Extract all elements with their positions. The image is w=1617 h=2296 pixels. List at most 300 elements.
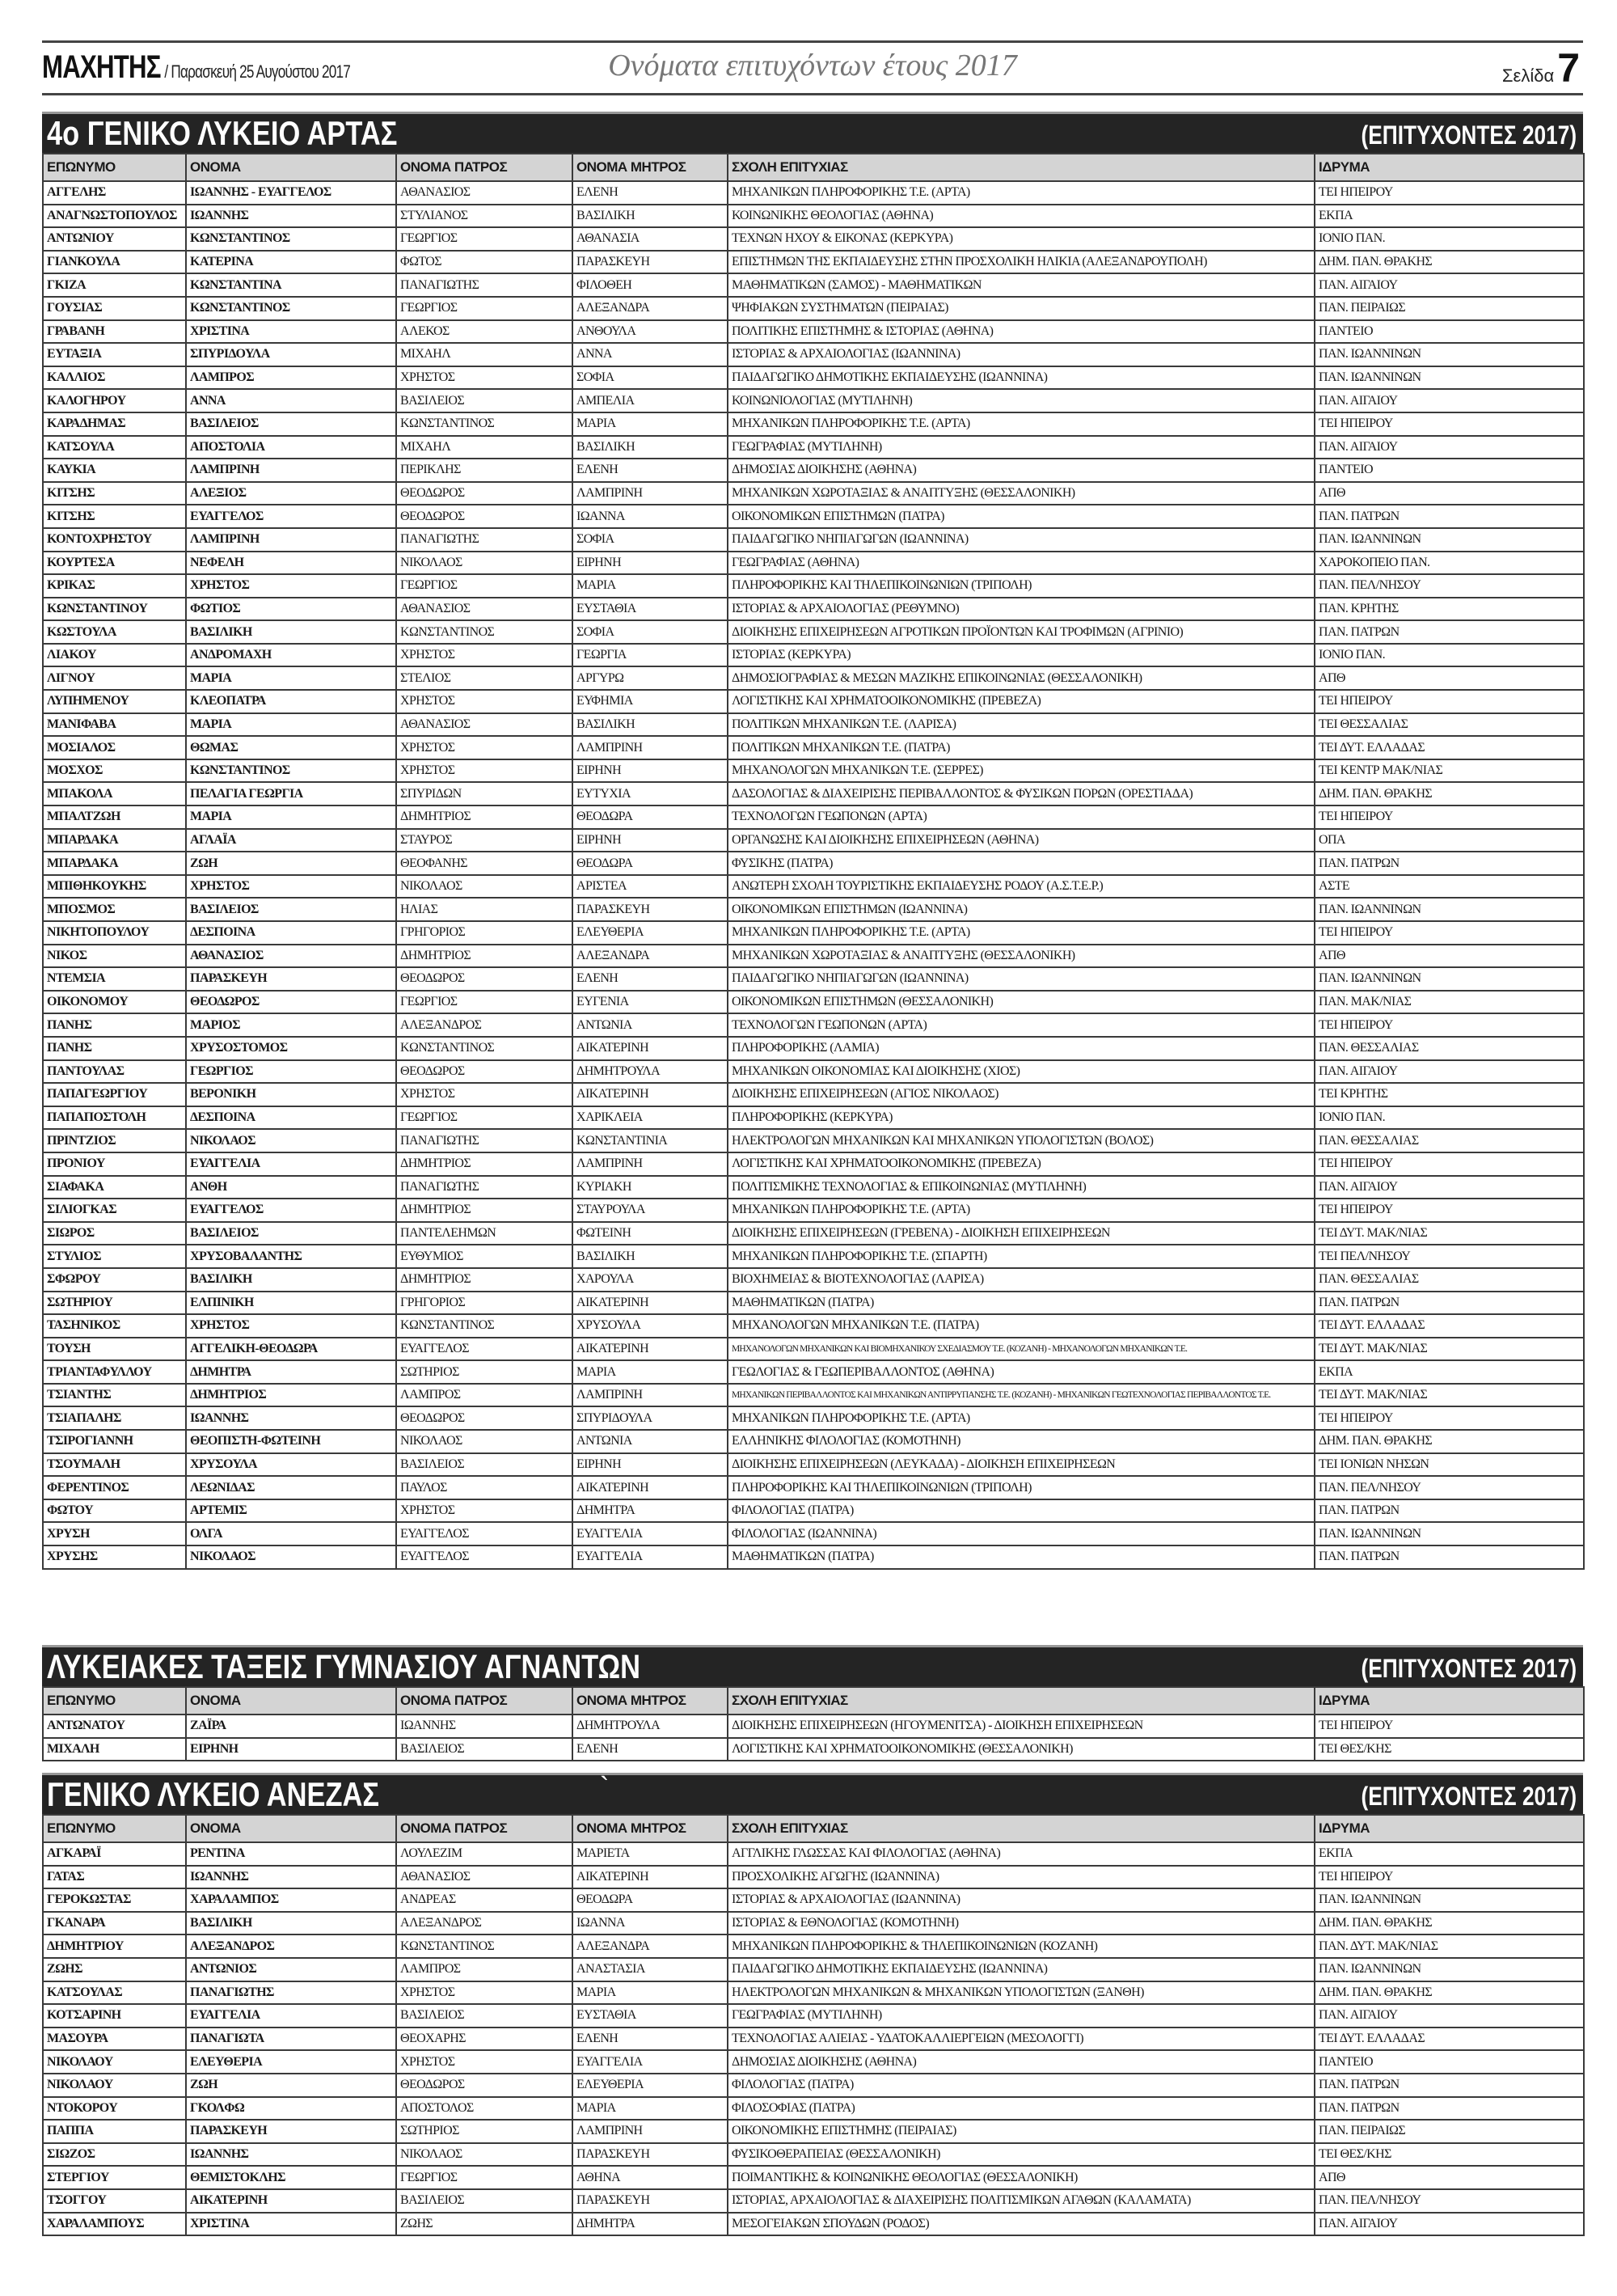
school-cell: ΔΙΟΙΚΗΣΗΣ ΕΠΙΧΕΙΡΗΣΕΩΝ (ΛΕΥΚΑΔΑ) - ΔΙΟΙΚΗΣΗ ΕΠΙΧΕΙΡΗΣΕΩΝ bbox=[728, 1453, 1315, 1477]
first-name-cell: ΔΕΣΠΟΙΝΑ bbox=[186, 921, 396, 945]
school-cell: ΜΗΧΑΝΙΚΩΝ ΠΛΗΡΟΦΟΡΙΚΗΣ Τ.Ε. (ΑΡΤΑ) bbox=[728, 412, 1315, 436]
table-row bbox=[43, 1406, 1584, 1430]
first-name-cell: ΛΑΜΠΡΙΝΗ bbox=[186, 459, 396, 482]
first-name-cell: ΑΛΕΞΑΝΔΡΟΣ bbox=[186, 1934, 396, 1958]
table-row bbox=[43, 1245, 1584, 1268]
institution-cell: ΤΕΙ ΘΕΣΣΑΛΙΑΣ bbox=[1315, 713, 1584, 737]
father-name-cell: ΒΑΣΙΛΕΙΟΣ bbox=[396, 2004, 572, 2027]
first-name-cell: ΑΛΕΞΙΟΣ bbox=[186, 482, 396, 505]
institution-cell: ΤΕΙ ΗΠΕΙΡΟΥ bbox=[1315, 1406, 1584, 1430]
table-row bbox=[43, 2004, 1584, 2027]
table-row bbox=[43, 1129, 1584, 1152]
institution-cell: ΠΑΝ. ΘΕΣΣΑΛΙΑΣ bbox=[1315, 1268, 1584, 1292]
table-row bbox=[43, 875, 1584, 899]
institution-cell: ΠΑΝ. ΑΙΓΑΙΟΥ bbox=[1315, 1060, 1584, 1084]
surname-cell: ΜΟΣΙΑΛΟΣ bbox=[43, 736, 186, 759]
father-name-cell: ΚΩΝΣΤΑΝΤΙΝΟΣ bbox=[396, 1934, 572, 1958]
mother-name-cell: ΔΗΜΗΤΡΑ bbox=[572, 2213, 728, 2236]
father-name-cell: ΗΛΙΑΣ bbox=[396, 898, 572, 921]
first-name-cell: ΧΡΥΣΟΒΑΛΑΝΤΗΣ bbox=[186, 1245, 396, 1268]
surname-cell: ΜΠΙΘΗΚΟΥΚΗΣ bbox=[43, 875, 186, 899]
school-cell: ΑΓΓΛΙΚΗΣ ΓΛΩΣΣΑΣ ΚΑΙ ΦΙΛΟΛΟΓΙΑΣ (ΑΘΗΝΑ) bbox=[728, 1842, 1315, 1866]
table-row bbox=[43, 1152, 1584, 1176]
table-row bbox=[43, 1912, 1584, 1935]
mother-name-cell: ΕΥΣΤΑΘΙΑ bbox=[572, 598, 728, 621]
father-name-cell: ΘΕΟΧΑΡΗΣ bbox=[396, 2027, 572, 2051]
father-name-cell: ΣΩΤΗΡΙΟΣ bbox=[396, 2120, 572, 2143]
table-row bbox=[43, 1060, 1584, 1084]
school-cell: ΜΗΧΑΝΙΚΩΝ ΠΕΡΙΒΑΛΛΟΝΤΟΣ ΚΑΙ ΜΗΧΑΝΙΚΩΝ ΑΝΤΙΡΡΥΠΑΝΣΗΣ Τ.Ε. (ΚΟΖΑΝΗ) - ΜΗΧΑΝΙΚΩΝ ΓΕΩΤΕΧΝΟΛΟΓΙΑΣ ΠΕΡΙΒΑΛΛΟΝΤΟΣ Τ.Ε. bbox=[728, 1384, 1315, 1407]
institution-cell: ΕΚΠΑ bbox=[1315, 1360, 1584, 1384]
mother-name-cell: ΚΩΝΣΤΑΝΤΙΝΙΑ bbox=[572, 1129, 728, 1152]
table-row bbox=[43, 1268, 1584, 1292]
table-row bbox=[43, 1292, 1584, 1315]
mother-name-cell: ΑΙΚΑΤΕΡΙΝΗ bbox=[572, 1083, 728, 1106]
first-name-cell: ΧΡΗΣΤΟΣ bbox=[186, 1314, 396, 1338]
first-name-cell: ΒΑΣΙΛΕΙΟΣ bbox=[186, 898, 396, 921]
father-name-cell: ΚΩΝΣΤΑΝΤΙΝΟΣ bbox=[396, 1314, 572, 1338]
mother-name-cell: ΕΛΕΥΘΕΡΙΑ bbox=[572, 921, 728, 945]
table-row bbox=[43, 690, 1584, 713]
surname-cell: ΛΥΠΗΜΕΝΟΥ bbox=[43, 690, 186, 713]
institution-cell: ΠΑΝ. ΑΙΓΑΙΟΥ bbox=[1315, 389, 1584, 412]
surname-cell: ΔΗΜΗΤΡΙΟΥ bbox=[43, 1934, 186, 1958]
father-name-cell: ΑΛΕΞΑΝΔΡΟΣ bbox=[396, 1912, 572, 1935]
school-cell: ΗΛΕΚΤΡΟΛΟΓΩΝ ΜΗΧΑΝΙΚΩΝ & ΜΗΧΑΝΙΚΩΝ ΥΠΟΛΟΓΙΣΤΩΝ (ΞΑΝΘΗ) bbox=[728, 1981, 1315, 2005]
father-name-cell: ΝΙΚΟΛΑΟΣ bbox=[396, 1430, 572, 1453]
institution-cell: ΤΕΙ ΗΠΕΙΡΟΥ bbox=[1315, 1866, 1584, 1889]
institution-cell: ΤΕΙ ΗΠΕΙΡΟΥ bbox=[1315, 412, 1584, 436]
header-surname: ΕΠΩΝΥΜΟ bbox=[43, 1687, 186, 1715]
first-name-cell: ΙΩΑΝΝΗΣ bbox=[186, 205, 396, 228]
issue-date: / Παρασκευή 25 Αυγούστου 2017 bbox=[164, 61, 351, 82]
school-cell: ΔΗΜΟΣΙΟΓΡΑΦΙΑΣ & ΜΕΣΩΝ ΜΑΖΙΚΗΣ ΕΠΙΚΟΙΝΩΝΙΑΣ (ΘΕΣΣΑΛΟΝΙΚΗ) bbox=[728, 666, 1315, 690]
surname-cell: ΣΩΤΗΡΙΟΥ bbox=[43, 1292, 186, 1315]
institution-cell: ΤΕΙ ΔΥΤ. ΕΛΛΑΔΑΣ bbox=[1315, 2027, 1584, 2051]
surname-cell: ΤΣΟΓΓΟΥ bbox=[43, 2189, 186, 2213]
father-name-cell: ΑΘΑΝΑΣΙΟΣ bbox=[396, 713, 572, 737]
mother-name-cell: ΑΝΑΣΤΑΣΙΑ bbox=[572, 1958, 728, 1981]
institution-cell: ΠΑΝ. ΙΩΑΝΝΙΝΩΝ bbox=[1315, 366, 1584, 390]
mother-name-cell: ΔΗΜΗΤΡΑ bbox=[572, 1499, 728, 1523]
father-name-cell: ΧΡΗΣΤΟΣ bbox=[396, 1083, 572, 1106]
surname-cell: ΓΡΑΒΑΝΗ bbox=[43, 320, 186, 344]
section-tag: (ΕΠΙΤΥΧΟΝΤΕΣ 2017) bbox=[1361, 1782, 1577, 1811]
table-header-row bbox=[43, 154, 1584, 181]
mother-name-cell: ΒΑΣΙΛΙΚΗ bbox=[572, 205, 728, 228]
surname-cell: ΧΑΡΑΛΑΜΠΟΥΣ bbox=[43, 2213, 186, 2236]
father-name-cell: ΑΘΑΝΑΣΙΟΣ bbox=[396, 598, 572, 621]
mother-name-cell: ΕΙΡΗΝΗ bbox=[572, 759, 728, 783]
school-cell: ΜΗΧΑΝΙΚΩΝ ΟΙΚΟΝΟΜΙΑΣ ΚΑΙ ΔΙΟΙΚΗΣΗΣ (ΧΙΟΣ) bbox=[728, 1060, 1315, 1084]
school-name: 4ο ΓΕΝΙΚΟ ΛΥΚΕΙΟ ΑΡΤΑΣ bbox=[47, 114, 398, 152]
school-cell: ΠΛΗΡΟΦΟΡΙΚΗΣ (ΛΑΜΙΑ) bbox=[728, 1037, 1315, 1060]
mother-name-cell: ΣΤΑΥΡΟΥΛΑ bbox=[572, 1199, 728, 1222]
school-section-anezas bbox=[42, 1773, 1583, 2236]
table-row bbox=[43, 1866, 1584, 1889]
mother-name-cell: ΔΗΜΗΤΡΟΥΛΑ bbox=[572, 1060, 728, 1084]
mother-name-cell: ΛΑΜΠΡΙΝΗ bbox=[572, 2120, 728, 2143]
mother-name-cell: ΜΑΡΙΑ bbox=[572, 1360, 728, 1384]
table-row bbox=[43, 2120, 1584, 2143]
table-row bbox=[43, 482, 1584, 505]
mother-name-cell: ΕΙΡΗΝΗ bbox=[572, 1453, 728, 1477]
school-cell: ΓΕΩΓΡΑΦΙΑΣ (ΜΥΤΙΛΗΝΗ) bbox=[728, 2004, 1315, 2027]
school-cell: ΜΗΧΑΝΟΛΟΓΩΝ ΜΗΧΑΝΙΚΩΝ Τ.Ε. (ΠΑΤΡΑ) bbox=[728, 1314, 1315, 1338]
school-cell: ΜΗΧΑΝΙΚΩΝ ΧΩΡΟΤΑΞΙΑΣ & ΑΝΑΠΤΥΞΗΣ (ΘΕΣΣΑΛΟΝΙΚΗ) bbox=[728, 945, 1315, 968]
surname-cell: ΤΡΙΑΝΤΑΦΥΛΛΟΥ bbox=[43, 1360, 186, 1384]
father-name-cell: ΙΩΑΝΝΗΣ bbox=[396, 1715, 572, 1738]
institution-cell: ΤΕΙ ΗΠΕΙΡΟΥ bbox=[1315, 1199, 1584, 1222]
header-father-name: ΟΝΟΜΑ ΠΑΤΡΟΣ bbox=[396, 1815, 572, 1842]
table-row bbox=[43, 806, 1584, 829]
mother-name-cell: ΑΙΚΑΤΕΡΙΝΗ bbox=[572, 1292, 728, 1315]
mother-name-cell: ΠΑΡΑΣΚΕΥΗ bbox=[572, 2143, 728, 2167]
school-cell: ΙΣΤΟΡΙΑΣ & ΑΡΧΑΙΟΛΟΓΙΑΣ (ΙΩΑΝΝΙΝΑ) bbox=[728, 1888, 1315, 1912]
school-cell: ΜΗΧΑΝΟΛΟΓΩΝ ΜΗΧΑΝΙΚΩΝ ΚΑΙ ΒΙΟΜΗΧΑΝΙΚΟΥ ΣΧΕΔΙΑΣΜΟΥ Τ.Ε. (ΚΟΖΑΝΗ) - ΜΗΧΑΝΟΛΟΓΩΝ ΜΗΧΑΝΙΚΩΝ Τ.Ε. bbox=[728, 1338, 1315, 1361]
first-name-cell: ΓΕΩΡΓΙΟΣ bbox=[186, 1060, 396, 1084]
institution-cell: ΠΑΝ. ΠΑΤΡΩΝ bbox=[1315, 852, 1584, 875]
school-cell: ΗΛΕΚΤΡΟΛΟΓΩΝ ΜΗΧΑΝΙΚΩΝ ΚΑΙ ΜΗΧΑΝΙΚΩΝ ΥΠΟΛΟΓΙΣΤΩΝ (ΒΟΛΟΣ) bbox=[728, 1129, 1315, 1152]
institution-cell: ΠΑΝ. ΠΕΙΡΑΙΩΣ bbox=[1315, 297, 1584, 320]
surname-cell: ΚΑΥΚΙΑ bbox=[43, 459, 186, 482]
table-row bbox=[43, 436, 1584, 459]
page-number-value: 7 bbox=[1557, 45, 1580, 91]
institution-cell: ΤΕΙ ΗΠΕΙΡΟΥ bbox=[1315, 1152, 1584, 1176]
surname-cell: ΝΤΕΜΣΙΑ bbox=[43, 967, 186, 991]
first-name-cell: ΑΙΚΑΤΕΡΙΝΗ bbox=[186, 2189, 396, 2213]
surname-cell: ΚΑΛΟΓΗΡΟΥ bbox=[43, 389, 186, 412]
father-name-cell: ΕΥΑΓΓΕΛΟΣ bbox=[396, 1338, 572, 1361]
mother-name-cell: ΛΑΜΠΡΙΝΗ bbox=[572, 736, 728, 759]
surname-cell: ΚΩΝΣΤΑΝΤΙΝΟΥ bbox=[43, 598, 186, 621]
results-table bbox=[42, 153, 1585, 1570]
mother-name-cell: ΕΥΤΥΧΙΑ bbox=[572, 782, 728, 806]
first-name-cell: ΖΑΪΡΑ bbox=[186, 1715, 396, 1738]
table-row bbox=[43, 2213, 1584, 2236]
school-cell: ΙΣΤΟΡΙΑΣ & ΑΡΧΑΙΟΛΟΓΙΑΣ (ΙΩΑΝΝΙΝΑ) bbox=[728, 343, 1315, 366]
table-row bbox=[43, 389, 1584, 412]
school-cell: ΠΟΛΙΤΙΚΩΝ ΜΗΧΑΝΙΚΩΝ Τ.Ε. (ΛΑΡΙΣΑ) bbox=[728, 713, 1315, 737]
mother-name-cell: ΣΠΥΡΙΔΟΥΛΑ bbox=[572, 1406, 728, 1430]
school-cell: ΤΕΧΝΟΛΟΓΩΝ ΓΕΩΠΟΝΩΝ (ΑΡΤΑ) bbox=[728, 806, 1315, 829]
table-row bbox=[43, 1981, 1584, 2005]
father-name-cell: ΔΗΜΗΤΡΙΟΣ bbox=[396, 1152, 572, 1176]
institution-cell: ΔΗΜ. ΠΑΝ. ΘΡΑΚΗΣ bbox=[1315, 782, 1584, 806]
surname-cell: ΜΠΑΡΔΑΚΑ bbox=[43, 852, 186, 875]
results-table bbox=[42, 1814, 1585, 2236]
institution-cell: ΠΑΝ. ΘΕΣΣΑΛΙΑΣ bbox=[1315, 1129, 1584, 1152]
school-cell: ΠΑΙΔΑΓΩΓΙΚΟ ΝΗΠΙΑΓΩΓΩΝ (ΙΩΑΝΝΙΝΑ) bbox=[728, 528, 1315, 552]
father-name-cell: ΠΑΝΑΓΙΩΤΗΣ bbox=[396, 273, 572, 297]
table-row bbox=[43, 412, 1584, 436]
first-name-cell: ΚΑΤΕΡΙΝΑ bbox=[186, 251, 396, 274]
first-name-cell: ΜΑΡΙΑ bbox=[186, 713, 396, 737]
page-title: Ονόματα επιτυχόντων έτους 2017 bbox=[608, 49, 1017, 82]
institution-cell: ΤΕΙ ΗΠΕΙΡΟΥ bbox=[1315, 690, 1584, 713]
mother-name-cell: ΑΛΕΞΑΝΔΡΑ bbox=[572, 1934, 728, 1958]
first-name-cell: ΚΩΝΣΤΑΝΤΙΝΟΣ bbox=[186, 227, 396, 251]
table-row bbox=[43, 1522, 1584, 1545]
surname-cell: ΤΣΙΑΝΤΗΣ bbox=[43, 1384, 186, 1407]
father-name-cell: ΘΕΟΔΩΡΟΣ bbox=[396, 1406, 572, 1430]
first-name-cell: ΑΝΔΡΟΜΑΧΗ bbox=[186, 644, 396, 667]
mother-name-cell: ΑΝΤΩΝΙΑ bbox=[572, 1013, 728, 1037]
mother-name-cell: ΕΥΑΓΓΕΛΙΑ bbox=[572, 1522, 728, 1545]
surname-cell: ΕΥΤΑΞΙΑ bbox=[43, 343, 186, 366]
first-name-cell: ΚΩΝΣΤΑΝΤΙΝΑ bbox=[186, 273, 396, 297]
father-name-cell: ΠΑΥΛΟΣ bbox=[396, 1476, 572, 1499]
school-cell: ΠΑΙΔΑΓΩΓΙΚΟ ΔΗΜΟΤΙΚΗΣ ΕΚΠΑΙΔΕΥΣΗΣ (ΙΩΑΝΝΙΝΑ) bbox=[728, 366, 1315, 390]
mother-name-cell: ΑΡΙΣΤΕΑ bbox=[572, 875, 728, 899]
first-name-cell: ΒΑΣΙΛΕΙΟΣ bbox=[186, 412, 396, 436]
mother-name-cell: ΧΑΡΟΥΛΑ bbox=[572, 1268, 728, 1292]
school-cell: ΜΗΧΑΝΙΚΩΝ ΠΛΗΡΟΦΟΡΙΚΗΣ Τ.Ε. (ΑΡΤΑ) bbox=[728, 181, 1315, 205]
section-banner bbox=[42, 1773, 1583, 1814]
father-name-cell: ΑΠΟΣΤΟΛΟΣ bbox=[396, 2097, 572, 2121]
institution-cell: ΠΑΝ. ΠΑΤΡΩΝ bbox=[1315, 2097, 1584, 2121]
institution-cell: ΠΑΝ. ΙΩΑΝΝΙΝΩΝ bbox=[1315, 1522, 1584, 1545]
mother-name-cell: ΒΑΣΙΛΙΚΗ bbox=[572, 436, 728, 459]
institution-cell: ΤΕΙ ΠΕΛ/ΝΗΣΟΥ bbox=[1315, 1245, 1584, 1268]
table-header-row bbox=[43, 1687, 1584, 1715]
first-name-cell: ΠΑΝΑΓΙΩΤΗΣ bbox=[186, 1981, 396, 2005]
institution-cell: ΤΕΙ ΗΠΕΙΡΟΥ bbox=[1315, 181, 1584, 205]
mother-name-cell: ΛΑΜΠΡΙΝΗ bbox=[572, 482, 728, 505]
table-row bbox=[43, 2074, 1584, 2097]
father-name-cell: ΑΘΑΝΑΣΙΟΣ bbox=[396, 1866, 572, 1889]
table-row bbox=[43, 598, 1584, 621]
table-row bbox=[43, 2143, 1584, 2167]
mother-name-cell: ΑΙΚΑΤΕΡΙΝΗ bbox=[572, 1476, 728, 1499]
surname-cell: ΛΙΓΝΟΥ bbox=[43, 666, 186, 690]
institution-cell: ΠΑΝ. ΠΕΛ/ΝΗΣΟΥ bbox=[1315, 2189, 1584, 2213]
school-cell: ΠΟΛΙΤΙΚΗΣ ΕΠΙΣΤΗΜΗΣ & ΙΣΤΟΡΙΑΣ (ΑΘΗΝΑ) bbox=[728, 320, 1315, 344]
surname-cell: ΤΑΣΗΝΙΚΟΣ bbox=[43, 1314, 186, 1338]
father-name-cell: ΣΤΕΛΙΟΣ bbox=[396, 666, 572, 690]
institution-cell: ΔΗΜ. ΠΑΝ. ΘΡΑΚΗΣ bbox=[1315, 1430, 1584, 1453]
table-row bbox=[43, 1037, 1584, 1060]
school-cell: ΦΙΛΟΛΟΓΙΑΣ (ΠΑΤΡΑ) bbox=[728, 2074, 1315, 2097]
father-name-cell: ΚΩΝΣΤΑΝΤΙΝΟΣ bbox=[396, 412, 572, 436]
father-name-cell: ΘΕΟΔΩΡΟΣ bbox=[396, 505, 572, 528]
first-name-cell: ΒΑΣΙΛΕΙΟΣ bbox=[186, 1222, 396, 1245]
first-name-cell: ΑΠΟΣΤΟΛΙΑ bbox=[186, 436, 396, 459]
father-name-cell: ΧΡΗΣΤΟΣ bbox=[396, 366, 572, 390]
table-row bbox=[43, 2166, 1584, 2189]
school-cell: ΛΟΓΙΣΤΙΚΗΣ ΚΑΙ ΧΡΗΜΑΤΟΟΙΚΟΝΟΜΙΚΗΣ (ΠΡΕΒΕΖΑ) bbox=[728, 690, 1315, 713]
mother-name-cell: ΑΘΑΝΑΣΙΑ bbox=[572, 227, 728, 251]
school-cell: ΟΙΚΟΝΟΜΙΚΗΣ ΕΠΙΣΤΗΜΗΣ (ΠΕΙΡΑΙΑΣ) bbox=[728, 2120, 1315, 2143]
first-name-cell: ΚΩΝΣΤΑΝΤΙΝΟΣ bbox=[186, 297, 396, 320]
institution-cell: ΤΕΙ ΗΠΕΙΡΟΥ bbox=[1315, 1013, 1584, 1037]
school-cell: ΜΗΧΑΝΙΚΩΝ ΠΛΗΡΟΦΟΡΙΚΗΣ & ΤΗΛΕΠΙΚΟΙΝΩΝΙΩΝ (ΚΟΖΑΝΗ) bbox=[728, 1934, 1315, 1958]
mother-name-cell: ΛΑΜΠΡΙΝΗ bbox=[572, 1152, 728, 1176]
school-cell: ΓΕΩΛΟΓΙΑΣ & ΓΕΩΠΕΡΙΒΑΛΛΟΝΤΟΣ (ΑΘΗΝΑ) bbox=[728, 1360, 1315, 1384]
school-cell: ΔΗΜΟΣΙΑΣ ΔΙΟΙΚΗΣΗΣ (ΑΘΗΝΑ) bbox=[728, 2050, 1315, 2074]
table-row bbox=[43, 2027, 1584, 2051]
header-first-name: ΟΝΟΜΑ bbox=[186, 154, 396, 181]
surname-cell: ΖΩΗΣ bbox=[43, 1958, 186, 1981]
surname-cell: ΣΤΕΡΓΙΟΥ bbox=[43, 2166, 186, 2189]
first-name-cell: ΒΑΣΙΛΙΚΗ bbox=[186, 1268, 396, 1292]
school-cell: ΓΕΩΓΡΑΦΙΑΣ (ΜΥΤΙΛΗΝΗ) bbox=[728, 436, 1315, 459]
table-row bbox=[43, 666, 1584, 690]
first-name-cell: ΑΓΛΑΪΑ bbox=[186, 829, 396, 852]
surname-cell: ΓΚΙΖΑ bbox=[43, 273, 186, 297]
header-surname: ΕΠΩΝΥΜΟ bbox=[43, 1815, 186, 1842]
table-row bbox=[43, 343, 1584, 366]
father-name-cell: ΒΑΣΙΛΕΙΟΣ bbox=[396, 2189, 572, 2213]
mother-name-cell: ΠΑΡΑΣΚΕΥΗ bbox=[572, 251, 728, 274]
first-name-cell: ΑΡΤΕΜΙΣ bbox=[186, 1499, 396, 1523]
institution-cell: ΠΑΝ. ΑΙΓΑΙΟΥ bbox=[1315, 2213, 1584, 2236]
table-row bbox=[43, 644, 1584, 667]
institution-cell: ΠΑΝΤΕΙΟ bbox=[1315, 2050, 1584, 2074]
mother-name-cell: ΦΩΤΕΙΝΗ bbox=[572, 1222, 728, 1245]
institution-cell: ΠΑΝ. ΜΑΚ/ΝΙΑΣ bbox=[1315, 991, 1584, 1014]
surname-cell: ΠΡΙΝΤΖΙΟΣ bbox=[43, 1129, 186, 1152]
institution-cell: ΙΟΝΙΟ ΠΑΝ. bbox=[1315, 644, 1584, 667]
first-name-cell: ΙΩΑΝΝΗΣ - ΕΥΑΓΓΕΛΟΣ bbox=[186, 181, 396, 205]
mother-name-cell: ΕΛΕΥΘΕΡΙΑ bbox=[572, 2074, 728, 2097]
school-cell: ΙΣΤΟΡΙΑΣ & ΑΡΧΑΙΟΛΟΓΙΑΣ (ΡΕΘΥΜΝΟ) bbox=[728, 598, 1315, 621]
table-row bbox=[43, 1314, 1584, 1338]
surname-cell: ΟΙΚΟΝΟΜΟΥ bbox=[43, 991, 186, 1014]
school-cell: ΕΠΙΣΤΗΜΩΝ ΤΗΣ ΕΚΠΑΙΔΕΥΣΗΣ ΣΤΗΝ ΠΡΟΣΧΟΛΙΚΗ ΗΛΙΚΙΑ (ΑΛΕΞΑΝΔΡΟΥΠΟΛΗ) bbox=[728, 251, 1315, 274]
section-banner bbox=[42, 112, 1583, 153]
surname-cell: ΤΣΙΡΟΓΙΑΝΝΗ bbox=[43, 1430, 186, 1453]
table-row bbox=[43, 921, 1584, 945]
surname-cell: ΜΠΑΡΔΑΚΑ bbox=[43, 829, 186, 852]
mother-name-cell: ΑΝΤΩΝΙΑ bbox=[572, 1430, 728, 1453]
school-cell: ΑΝΩΤΕΡΗ ΣΧΟΛΗ ΤΟΥΡΙΣΤΙΚΗΣ ΕΚΠΑΙΔΕΥΣΗΣ ΡΟΔΟΥ (Α.Σ.Τ.Ε.Ρ.) bbox=[728, 875, 1315, 899]
father-name-cell: ΕΥΑΓΓΕΛΟΣ bbox=[396, 1522, 572, 1545]
table-row bbox=[43, 459, 1584, 482]
first-name-cell: ΣΠΥΡΙΔΟΥΛΑ bbox=[186, 343, 396, 366]
father-name-cell: ΝΙΚΟΛΑΟΣ bbox=[396, 2143, 572, 2167]
first-name-cell: ΔΕΣΠΟΙΝΑ bbox=[186, 1106, 396, 1130]
father-name-cell: ΔΗΜΗΤΡΙΟΣ bbox=[396, 806, 572, 829]
header-surname: ΕΠΩΝΥΜΟ bbox=[43, 154, 186, 181]
table-row bbox=[43, 991, 1584, 1014]
school-name: ΛΥΚΕΙΑΚΕΣ ΤΑΞΕΙΣ ΓΥΜΝΑΣΙΟΥ ΑΓΝΑΝΤΩΝ bbox=[47, 1647, 640, 1685]
table-row bbox=[43, 782, 1584, 806]
institution-cell: ΑΠΘ bbox=[1315, 2166, 1584, 2189]
school-cell: ΛΟΓΙΣΤΙΚΗΣ ΚΑΙ ΧΡΗΜΑΤΟΟΙΚΟΝΟΜΙΚΗΣ (ΠΡΕΒΕΖΑ) bbox=[728, 1152, 1315, 1176]
first-name-cell: ΝΕΦΕΛΗ bbox=[186, 552, 396, 575]
surname-cell: ΣΙΩΖΟΣ bbox=[43, 2143, 186, 2167]
table-row bbox=[43, 1384, 1584, 1407]
table-row bbox=[43, 1958, 1584, 1981]
first-name-cell: ΑΝΘΗ bbox=[186, 1176, 396, 1199]
surname-cell: ΠΑΝΗΣ bbox=[43, 1013, 186, 1037]
school-cell: ΙΣΤΟΡΙΑΣ (ΚΕΡΚΥΡΑ) bbox=[728, 644, 1315, 667]
institution-cell: ΠΑΝΤΕΙΟ bbox=[1315, 320, 1584, 344]
surname-cell: ΧΡΥΣΗ bbox=[43, 1522, 186, 1545]
father-name-cell: ΚΩΝΣΤΑΝΤΙΝΟΣ bbox=[396, 620, 572, 644]
institution-cell: ΤΕΙ ΔΥΤ. ΜΑΚ/ΝΙΑΣ bbox=[1315, 1384, 1584, 1407]
school-cell: ΦΙΛΟΛΟΓΙΑΣ (ΙΩΑΝΝΙΝΑ) bbox=[728, 1522, 1315, 1545]
father-name-cell: ΕΥΘΥΜΙΟΣ bbox=[396, 1245, 572, 1268]
school-cell: ΜΕΣΟΓΕΙΑΚΩΝ ΣΠΟΥΔΩΝ (ΡΟΔΟΣ) bbox=[728, 2213, 1315, 2236]
father-name-cell: ΣΤΥΛΙΑΝΟΣ bbox=[396, 205, 572, 228]
table-row bbox=[43, 366, 1584, 390]
mother-name-cell: ΑΙΚΑΤΕΡΙΝΗ bbox=[572, 1338, 728, 1361]
surname-cell: ΣΙΛΙΟΓΚΑΣ bbox=[43, 1199, 186, 1222]
father-name-cell: ΘΕΟΔΩΡΟΣ bbox=[396, 967, 572, 991]
mother-name-cell: ΠΑΡΑΣΚΕΥΗ bbox=[572, 898, 728, 921]
institution-cell: ΤΕΙ ΗΠΕΙΡΟΥ bbox=[1315, 806, 1584, 829]
institution-cell: ΧΑΡΟΚΟΠΕΙΟ ΠΑΝ. bbox=[1315, 552, 1584, 575]
father-name-cell: ΔΗΜΗΤΡΙΟΣ bbox=[396, 1268, 572, 1292]
table-row bbox=[43, 1842, 1584, 1866]
first-name-cell: ΖΩΗ bbox=[186, 852, 396, 875]
mother-name-cell: ΑΙΚΑΤΕΡΙΝΗ bbox=[572, 1037, 728, 1060]
header-institution: ΙΔΡΥΜΑ bbox=[1315, 1687, 1584, 1715]
header-school: ΣΧΟΛΗ ΕΠΙΤΥΧΙΑΣ bbox=[728, 154, 1315, 181]
father-name-cell: ΧΡΗΣΤΟΣ bbox=[396, 1981, 572, 2005]
father-name-cell: ΠΑΝΑΓΙΩΤΗΣ bbox=[396, 528, 572, 552]
father-name-cell: ΓΡΗΓΟΡΙΟΣ bbox=[396, 921, 572, 945]
institution-cell: ΠΑΝ. ΠΑΤΡΩΝ bbox=[1315, 505, 1584, 528]
first-name-cell: ΠΑΝΑΓΙΩΤΑ bbox=[186, 2027, 396, 2051]
first-name-cell: ΜΑΡΙΑ bbox=[186, 806, 396, 829]
mother-name-cell: ΧΡΥΣΟΥΛΑ bbox=[572, 1314, 728, 1338]
surname-cell: ΠΑΝΤΟΥΛΑΣ bbox=[43, 1060, 186, 1084]
surname-cell: ΣΤΥΛΙΟΣ bbox=[43, 1245, 186, 1268]
header-mother-name: ΟΝΟΜΑ ΜΗΤΡΟΣ bbox=[572, 154, 728, 181]
institution-cell: ΤΕΙ ΙΟΝΙΩΝ ΝΗΣΩΝ bbox=[1315, 1453, 1584, 1477]
page-number bbox=[1502, 44, 1580, 91]
mother-name-cell: ΑΝΘΟΥΛΑ bbox=[572, 320, 728, 344]
header-mother-name: ΟΝΟΜΑ ΜΗΤΡΟΣ bbox=[572, 1687, 728, 1715]
table-row bbox=[43, 1338, 1584, 1361]
mother-name-cell: ΣΟΦΙΑ bbox=[572, 528, 728, 552]
first-name-cell: ΧΡΗΣΤΟΣ bbox=[186, 574, 396, 598]
father-name-cell: ΓΕΩΡΓΙΟΣ bbox=[396, 1106, 572, 1130]
first-name-cell: ΘΕΟΔΩΡΟΣ bbox=[186, 991, 396, 1014]
first-name-cell: ΕΥΑΓΓΕΛΙΑ bbox=[186, 2004, 396, 2027]
father-name-cell: ΦΩΤΟΣ bbox=[396, 251, 572, 274]
mother-name-cell: ΣΟΦΙΑ bbox=[572, 366, 728, 390]
father-name-cell: ΒΑΣΙΛΕΙΟΣ bbox=[396, 1738, 572, 1761]
table-row bbox=[43, 2189, 1584, 2213]
first-name-cell: ΧΡΙΣΤΙΝΑ bbox=[186, 320, 396, 344]
surname-cell: ΠΑΠΑΠΟΣΤΟΛΗ bbox=[43, 1106, 186, 1130]
institution-cell: ΤΕΙ ΘΕΣ/ΚΗΣ bbox=[1315, 1738, 1584, 1761]
father-name-cell: ΝΙΚΟΛΑΟΣ bbox=[396, 875, 572, 899]
first-name-cell: ΘΕΟΠΙΣΤΗ-ΦΩΤΕΙΝΗ bbox=[186, 1430, 396, 1453]
mother-name-cell: ΑΝΝΑ bbox=[572, 343, 728, 366]
surname-cell: ΠΑΝΗΣ bbox=[43, 1037, 186, 1060]
school-section-agnanton bbox=[42, 1645, 1583, 1761]
surname-cell: ΝΙΚΟΛΑΟΥ bbox=[43, 2050, 186, 2074]
header-school: ΣΧΟΛΗ ΕΠΙΤΥΧΙΑΣ bbox=[728, 1815, 1315, 1842]
school-cell: ΠΛΗΡΟΦΟΡΙΚΗΣ (ΚΕΡΚΥΡΑ) bbox=[728, 1106, 1315, 1130]
school-cell: ΙΣΤΟΡΙΑΣ, ΑΡΧΑΙΟΛΟΓΙΑΣ & ΔΙΑΧΕΙΡΙΣΗΣ ΠΟΛΙΤΙΣΜΙΚΩΝ ΑΓΑΘΩΝ (ΚΑΛΑΜΑΤΑ) bbox=[728, 2189, 1315, 2213]
surname-cell: ΓΕΡΟΚΩΣΤΑΣ bbox=[43, 1888, 186, 1912]
surname-cell: ΜΠΑΛΤΖΩΗ bbox=[43, 806, 186, 829]
table-row bbox=[43, 1888, 1584, 1912]
school-cell: ΦΥΣΙΚΟΘΕΡΑΠΕΙΑΣ (ΘΕΣΣΑΛΟΝΙΚΗ) bbox=[728, 2143, 1315, 2167]
table-row bbox=[43, 1013, 1584, 1037]
table-row bbox=[43, 297, 1584, 320]
surname-cell: ΜΠΑΚΟΛΑ bbox=[43, 782, 186, 806]
mother-name-cell: ΧΑΡΙΚΛΕΙΑ bbox=[572, 1106, 728, 1130]
mother-name-cell: ΕΥΑΓΓΕΛΙΑ bbox=[572, 1545, 728, 1569]
mother-name-cell: ΑΡΓΥΡΩ bbox=[572, 666, 728, 690]
